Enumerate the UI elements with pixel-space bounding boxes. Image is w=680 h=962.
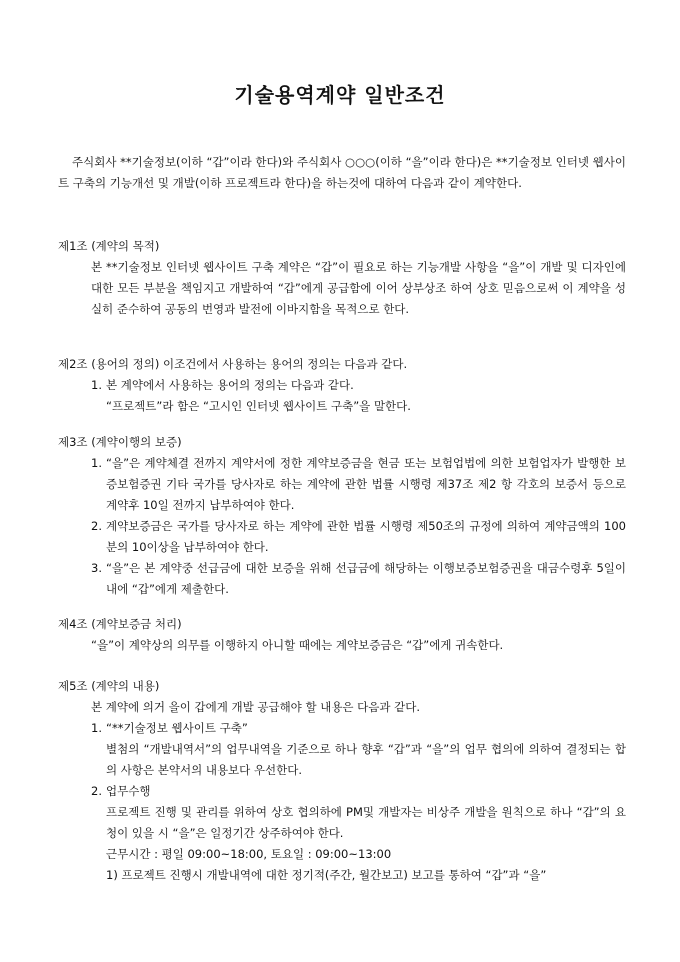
item-number: 1. [91,456,102,470]
article-2-item-1-detail: “프로젝트”라 함은 “고시인 인터넷 웹사이트 구축”을 말한다. [106,399,411,413]
item-text: 업무수행 [106,784,151,798]
article-3-item-1 [91,453,626,516]
article-5 [58,676,626,886]
article-5-work-hours: 근무시간 : 평일 09:00~18:00, 토요일 : 09:00~13:00 [106,847,392,861]
article-2-item-1 [91,375,626,396]
article-1 [58,236,626,320]
item-number: 1. [91,378,102,392]
article-4-body: “을”이 계약상의 의무를 이행하지 아니할 때에는 계약보증금은 “갑”에게 귀속한다. [91,638,504,652]
article-4-heading: 제4조 (계약보증금 처리) [58,617,182,631]
item-number: 2. [91,784,102,798]
document-title: 기술용역계약 일반조건 [234,83,446,107]
article-3-heading: 제3조 (계약이행의 보증) [58,435,182,449]
article-3-item-2 [91,516,626,558]
article-3 [58,432,626,600]
item-number: 2. [91,519,102,533]
article-5-item-2-detail: 프로젝트 진행 및 관리를 위하여 상호 협의하에 PM및 개발자는 비상주 개발을 원칙으로 하나 “갑”의 요청이 있을 시 “을”은 일정기간 상주하여야 한다. [106,805,626,840]
intro-paragraph [58,152,626,194]
article-2 [58,354,626,417]
intro-text: 주식회사 **기술정보(이하 “갑”이라 한다)와 주식회사 ○○○(이하 “을”이라 한다)은 **기술정보 인터넷 웹사이트 구축의 기능개선 및 개발(이하 프로젝트라 한다)을 하는것에 대하여 다음과 같이 계약한다. [58,155,626,190]
item-number: 1. [91,721,102,735]
item-text: 계약보증금은 국가를 당사자로 하는 계약에 관한 법률 시행령 제50조의 규정에 의하여 계약금액의 100분의 10이상을 납부하여야 한다. [106,519,626,554]
article-5-item-1-detail: 별첨의 “개발내역서”의 업무내역을 기준으로 하나 향후 “갑”과 “을”의 업무 협의에 의하여 결정되는 합의 사항은 본약서의 내용보다 우선한다. [106,742,626,777]
item-text: “을”은 계약체결 전까지 계약서에 정한 계약보증금을 현금 또는 보험업법에 의한 보험업자가 발행한 보증보험증권 기타 국가를 당사자로 하는 계약에 관한 법률 시행령 제37조 제2 항 각호의 보증서 등으로 계약후 10일 전까지 납부하여야 한다. [106,456,626,512]
article-5-heading: 제5조 (계약의 내용) [58,679,160,693]
article-1-heading: 제1조 (계약의 목적) [58,239,160,253]
item-text: 본 계약에서 사용하는 용어의 정의는 다음과 같다. [106,378,354,392]
article-1-body: 본 **기술정보 인터넷 웹사이트 구축 계약은 “갑”이 필요로 하는 기능개발 사항을 “을”이 개발 및 디자인에 대한 모든 부분을 책임지고 개발하여 “갑”에게 공급함에 이어 상부상조 하여 상호 믿음으로써 이 계약을 성실히 준수하여 공동의 번영과 발전에 이바지함을 목적으로 한다. [91,260,626,316]
article-4 [58,614,626,656]
article-5-body: 본 계약에 의거 을이 갑에게 개발 공급해야 할 내용은 다음과 같다. [91,700,421,714]
article-5-item-1 [91,718,626,739]
item-text: “을”은 본 계약중 선급금에 대한 보증을 위해 선급금에 해당하는 이행보증보험증권을 대금수령후 5일이내에 “갑”에게 제출한다. [106,561,626,596]
item-text: “**기술정보 웹사이트 구축” [106,721,248,735]
article-5-item-2 [91,781,626,802]
item-number: 3. [91,561,102,575]
article-3-item-3 [91,558,626,600]
article-2-heading: 제2조 (용어의 정의) 이조건에서 사용하는 용어의 정의는 다음과 같다. [58,357,408,371]
article-5-item-2-point-1: 1) 프로젝트 진행시 개발내역에 대한 정기적(주간, 월간보고) 보고를 통하여 “갑”과 “을” [106,868,547,882]
